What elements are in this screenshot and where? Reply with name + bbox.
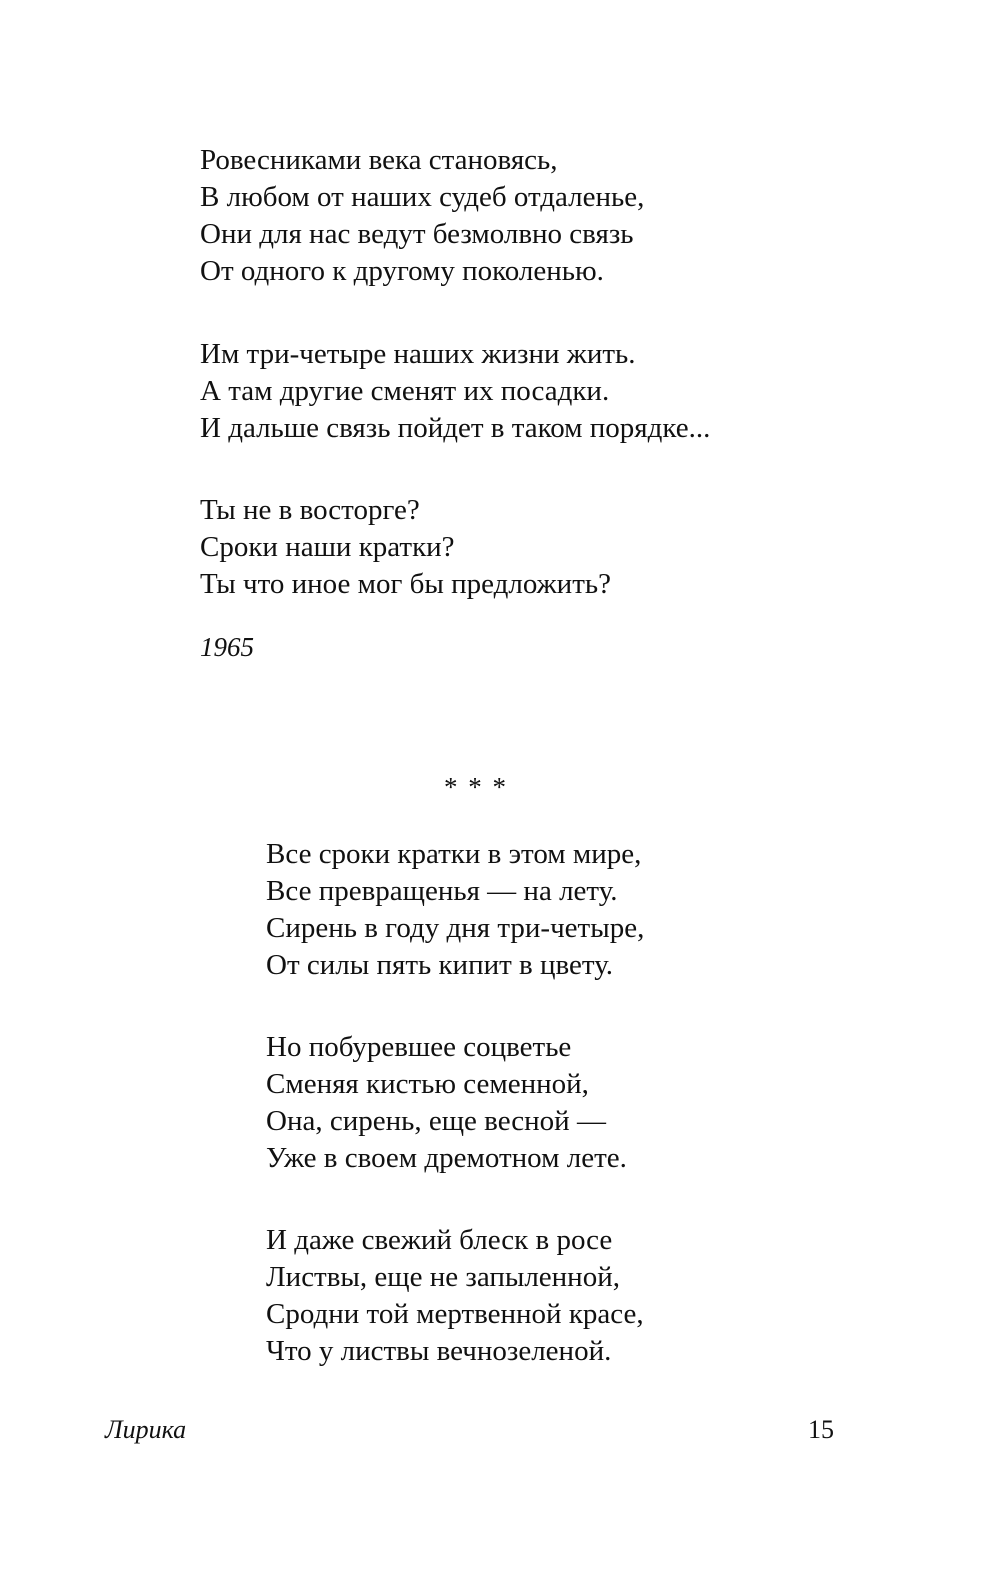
poem1-stanza-2 <box>200 336 710 447</box>
verse-line: Уже в своем дремотном лете. <box>266 1142 627 1174</box>
poem1-stanza-1 <box>200 142 644 290</box>
poem2-stanza-1 <box>266 836 644 984</box>
verse-line: В любом от наших судеб отдаленье, <box>200 181 645 213</box>
poem-separator: * * * <box>444 772 508 802</box>
verse-line: Все превращенья — на лету. <box>266 875 618 907</box>
page-number: 15 <box>808 1415 834 1444</box>
poem2-stanza-2 <box>266 1029 627 1177</box>
verse-line: Все сроки кратки в этом мире, <box>266 838 642 870</box>
poem-date: 1965 <box>200 632 254 662</box>
poem2-stanza-3 <box>266 1222 644 1370</box>
verse-line: Она, сирень, еще весной — <box>266 1105 606 1137</box>
poem1-stanza-3 <box>200 492 611 603</box>
verse-line: От силы пять кипит в цвету. <box>266 949 614 981</box>
verse-line: Ты что иное мог бы предложить? <box>200 568 611 600</box>
verse-line: Ты не в восторге? <box>200 494 420 526</box>
verse-line: Но побуревшее соцветье <box>266 1031 572 1063</box>
verse-line: Сродни той мертвенной красе, <box>266 1298 644 1330</box>
verse-line: Сирень в году дня три-четыре, <box>266 912 645 944</box>
verse-line: Сменяя кистью семенной, <box>266 1068 589 1100</box>
verse-line: Они для нас ведут безмолвно связь <box>200 218 634 250</box>
verse-line: И даже свежий блеск в росе <box>266 1224 613 1256</box>
verse-line: От одного к другому поколенью. <box>200 255 604 287</box>
verse-line: Им три-четыре наших жизни жить. <box>200 338 636 370</box>
verse-line: Сроки наши кратки? <box>200 531 455 563</box>
verse-line: А там другие сменят их посадки. <box>200 375 610 407</box>
verse-line: И дальше связь пойдет в таком порядке... <box>200 412 711 444</box>
verse-line: Что у листвы вечнозеленой. <box>266 1335 612 1367</box>
footer-section-title: Лирика <box>105 1415 187 1444</box>
verse-line: Ровесниками века становясь, <box>200 144 558 176</box>
verse-line: Листвы, еще не запыленной, <box>266 1261 620 1293</box>
